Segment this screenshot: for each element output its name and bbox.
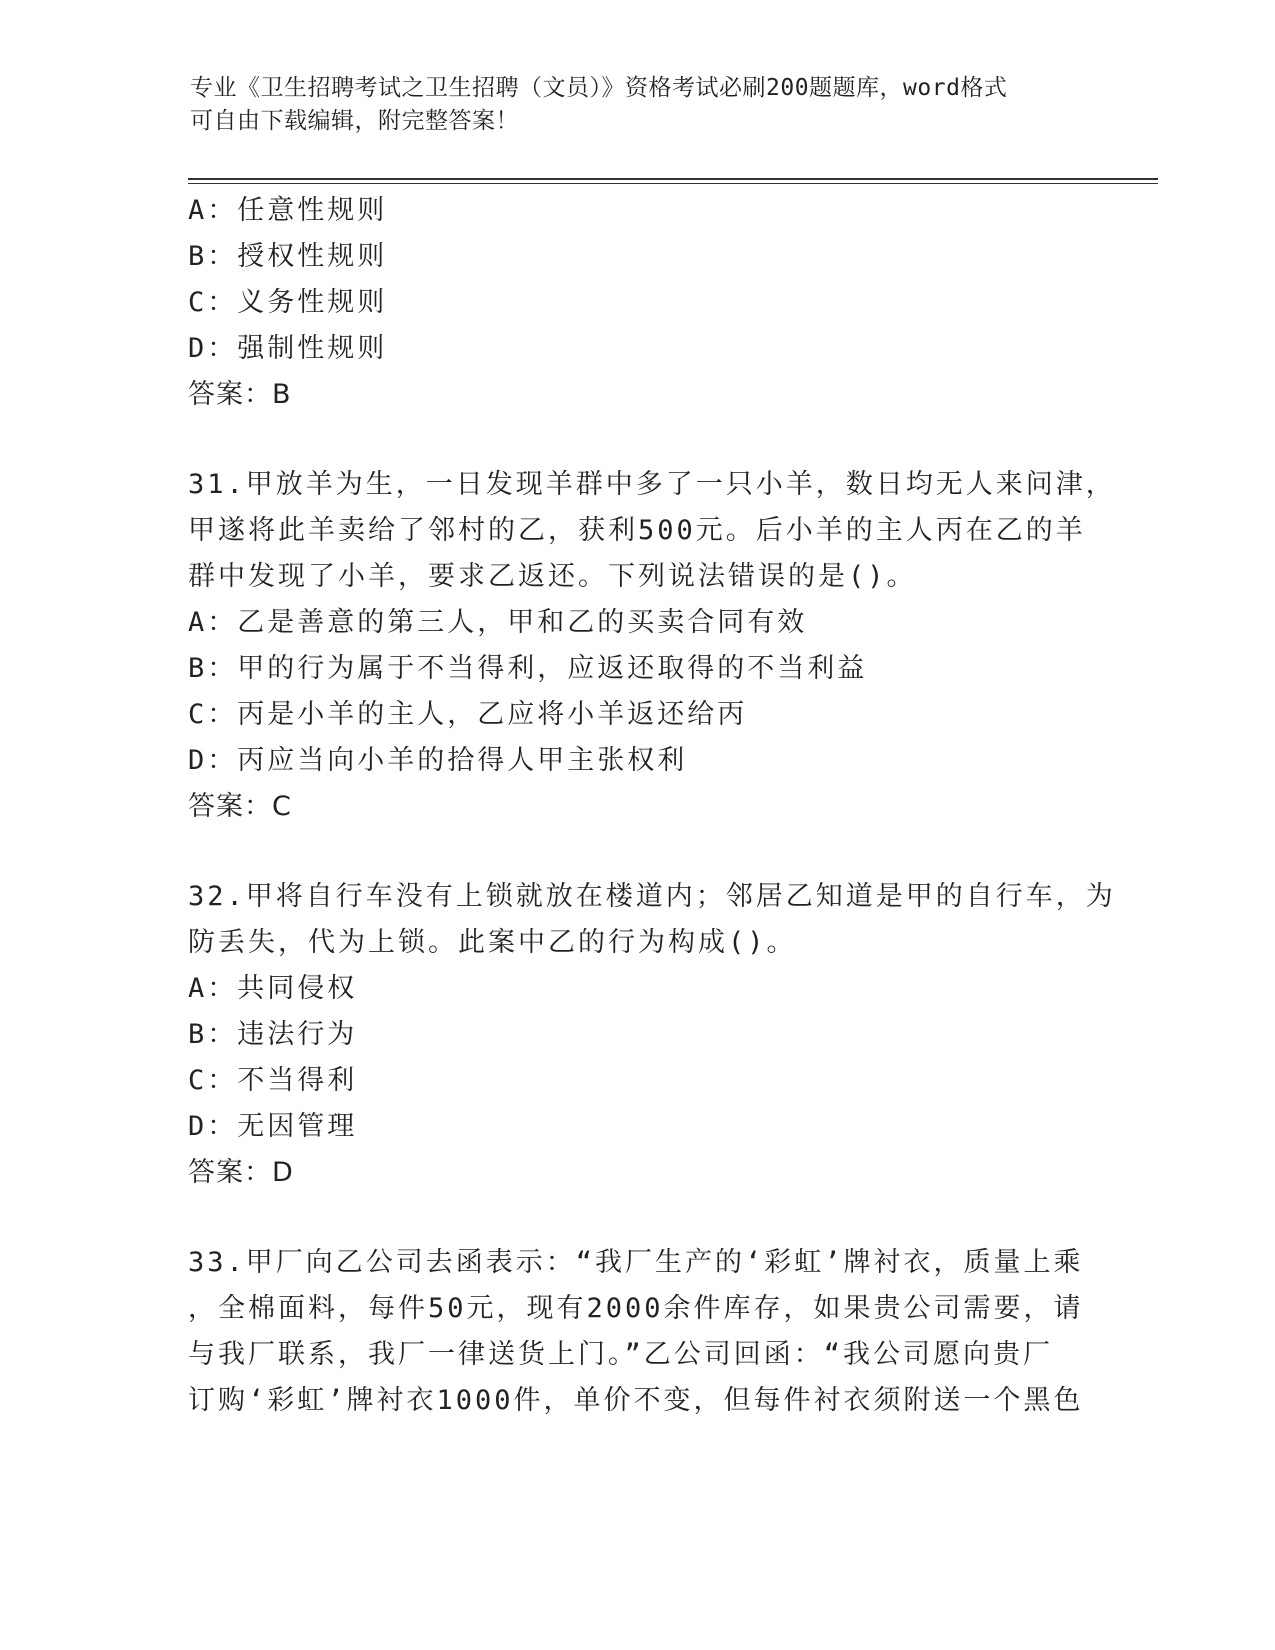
- option-d: D：丙应当向小羊的拾得人甲主张权利: [188, 745, 688, 776]
- question-stem: 订购‘彩虹’牌衬衣1000件，单价不变，但每件衬衣须附送一个黑色: [188, 1385, 1084, 1416]
- header-line-2: 可自由下载编辑，附完整答案！: [190, 108, 519, 134]
- question-content: [188, 188, 1116, 1424]
- question-stem: 群中发现了小羊，要求乙返还。下列说法错误的是()。: [188, 561, 917, 592]
- question-stem: 33.甲厂向乙公司去函表示：“我厂生产的‘彩虹’牌衬衣，质量上乘: [188, 1247, 1084, 1278]
- question-31: [188, 462, 1116, 830]
- answer: 答案：B: [188, 379, 292, 410]
- option-c: C：义务性规则: [188, 287, 388, 318]
- question-30: [188, 188, 1088, 418]
- question-33: [188, 1240, 1088, 1424]
- option-b: B：违法行为: [188, 1019, 358, 1050]
- answer: 答案：C: [188, 791, 292, 822]
- question-stem: ，全棉面料，每件50元，现有2000余件库存，如果贵公司需要，请: [188, 1293, 1084, 1324]
- option-a: A：乙是善意的第三人，甲和乙的买卖合同有效: [188, 607, 808, 638]
- question-stem: 32.甲将自行车没有上锁就放在楼道内；邻居乙知道是甲的自行车，为: [188, 881, 1116, 912]
- option-d: D：强制性规则: [188, 333, 388, 364]
- option-c: C：不当得利: [188, 1065, 358, 1096]
- answer: 答案：D: [188, 1157, 294, 1188]
- question-stem: 甲遂将此羊卖给了邻村的乙，获利500元。后小羊的主人丙在乙的羊: [188, 515, 1086, 546]
- option-a: A：共同侵权: [188, 973, 358, 1004]
- option-b: B：授权性规则: [188, 241, 388, 272]
- option-b: B：甲的行为属于不当得利，应返还取得的不当利益: [188, 653, 868, 684]
- header-divider-thick: [188, 178, 1158, 180]
- header-line-1: 专业《卫生招聘考试之卫生招聘（文员）》资格考试必刷200题题库，word格式: [190, 75, 1008, 101]
- option-a: A：任意性规则: [188, 195, 388, 226]
- question-stem: 与我厂联系，我厂一律送货上门。”乙公司回函：“我公司愿向贵厂: [188, 1339, 1054, 1370]
- question-stem: 防丢失，代为上锁。此案中乙的行为构成()。: [188, 927, 797, 958]
- document-header: [190, 72, 1090, 138]
- question-stem: 31.甲放羊为生，一日发现羊群中多了一只小羊，数日均无人来问津，: [188, 469, 1116, 500]
- header-divider-thin: [188, 183, 1158, 184]
- option-c: C：丙是小羊的主人，乙应将小羊返还给丙: [188, 699, 748, 730]
- question-32: [188, 874, 1116, 1196]
- option-d: D：无因管理: [188, 1111, 358, 1142]
